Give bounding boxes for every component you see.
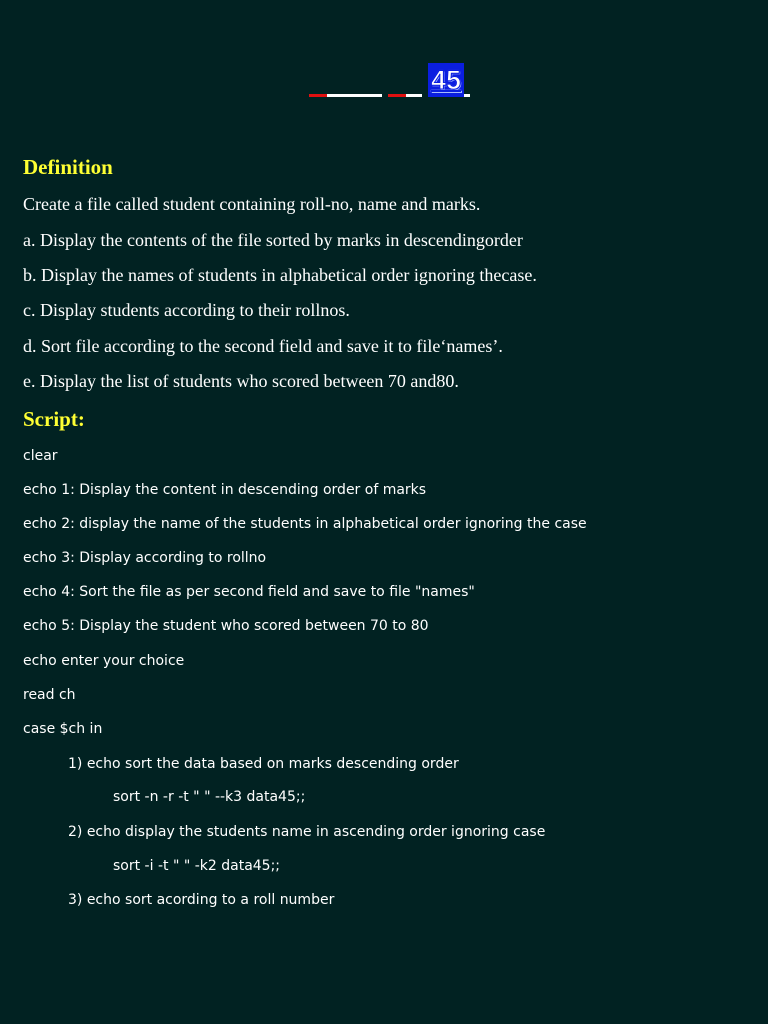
script-line-echo-3: echo 3: Display according to rollno: [23, 550, 267, 566]
script-line-clear: clear: [23, 448, 58, 464]
script-line-sort-1: sort -n -r -t " " --k3 data45;;: [113, 789, 306, 805]
script-line-case-3: 3) echo sort acording to a roll number: [68, 892, 335, 908]
script-line-echo-choice: echo enter your choice: [23, 653, 185, 669]
script-line-case: case $ch in: [23, 721, 103, 737]
script-line-case-2: 2) echo display the students name in ascending order ignoring case: [68, 824, 546, 840]
script-line-echo-1: echo 1: Display the content in descending order of marks: [23, 482, 427, 498]
script-line-echo-4: echo 4: Sort the file as per second field and save to file "names": [23, 584, 475, 600]
definition-line-b: b. Display the names of students in alphabetical order ignoring thecase.: [23, 265, 537, 285]
definition-line-e: e. Display the list of students who scored between 70 and80.: [23, 371, 459, 391]
definition-line-a: a. Display the contents of the file sorted by marks in descendingorder: [23, 230, 523, 250]
script-line-echo-5: echo 5: Display the student who scored between 70 to 80: [23, 618, 429, 634]
script-line-sort-2: sort -i -t " " -k2 data45;;: [113, 858, 281, 874]
definition-heading: Definition: [23, 155, 113, 179]
header-rule-red-2: [388, 94, 406, 97]
header-rule-white-1: [327, 94, 382, 97]
header-rule-red-1: [309, 94, 327, 97]
definition-line-d: d. Sort file according to the second field and save it to file‘names’.: [23, 336, 503, 356]
script-line-read: read ch: [23, 687, 76, 703]
header-rule-white-2: [406, 94, 422, 97]
page-number: 45: [428, 63, 464, 97]
definition-line-intro: Create a file called student containing roll-no, name and marks.: [23, 194, 481, 214]
definition-line-c: c. Display students according to their rollnos.: [23, 300, 350, 320]
script-heading: Script:: [23, 407, 85, 431]
script-line-echo-2: echo 2: display the name of the students in alphabetical order ignoring the case: [23, 516, 587, 532]
script-line-case-1: 1) echo sort the data based on marks descending order: [68, 756, 459, 772]
